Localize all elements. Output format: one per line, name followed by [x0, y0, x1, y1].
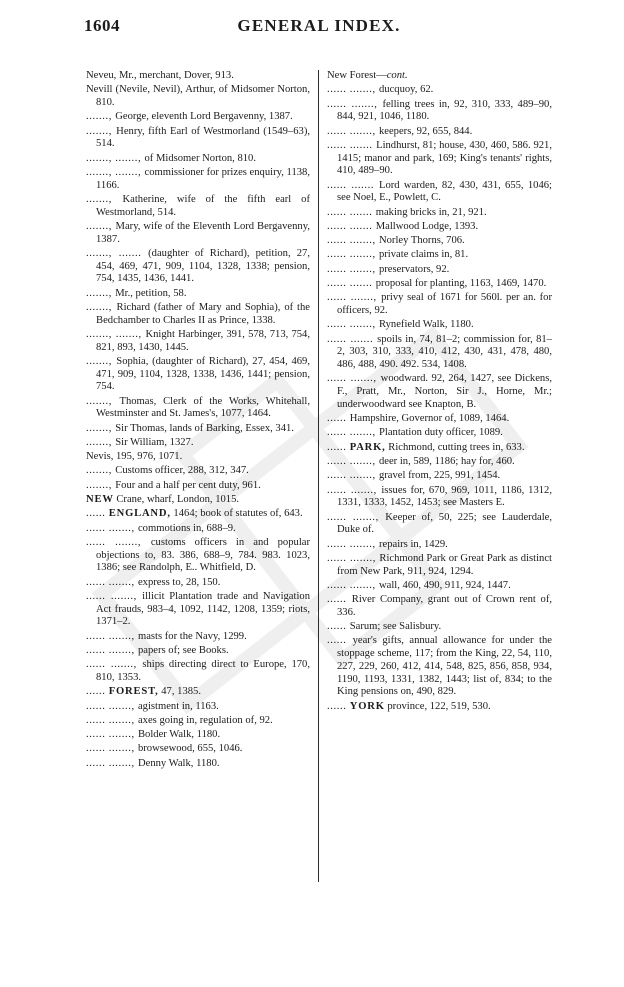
index-entry	[86, 631, 310, 644]
index-entry	[86, 523, 310, 536]
index-entry	[86, 729, 310, 742]
entry-text: Lord warden, 82, 430, 431, 655, 1046; see Noel, E., Powlett, C.	[337, 179, 552, 204]
index-entry	[86, 537, 310, 575]
entry-text: gravel from, 225, 991, 1454.	[378, 470, 501, 482]
entry-text: (daughter of Richard), petition, 27, 454, 469, 471, 909, 1104, 1328, 1338; pension, 754, 1435, 1436, 1441.	[96, 247, 310, 285]
index-entry	[86, 356, 310, 394]
leader-dots: .......,	[86, 436, 116, 448]
leader-dots: ...... .......,	[86, 576, 138, 588]
entry-text: repairs in, 1429.	[378, 538, 448, 550]
leader-dots: ...... .......,	[86, 729, 138, 741]
index-entry	[327, 621, 552, 634]
leader-dots: ...... .......,	[327, 235, 379, 247]
leader-dots: ......	[86, 686, 109, 698]
entry-text: Rynefield Walk, 1180.	[378, 319, 474, 331]
index-entry	[327, 594, 552, 619]
entry-text: Mr., petition, 58.	[115, 287, 187, 299]
entry-text: Crane, wharf, London, 1015.	[113, 494, 240, 506]
index-entry	[86, 288, 310, 301]
leader-dots: .......,	[86, 220, 116, 232]
entry-text: Keeper of, 50, 225; see Lauderdale, Duke of.	[337, 511, 552, 536]
entry-heading: ENGLAND,	[108, 508, 171, 520]
index-entry	[86, 591, 310, 629]
entry-text: papers of; see Books.	[137, 644, 229, 656]
leader-dots: ...... .......,	[327, 484, 382, 496]
column-divider	[318, 70, 319, 882]
entry-text: Mary, wife of the Eleventh Lord Bergavenny, 1387.	[96, 220, 310, 245]
entry-text: Bolder Walk, 1180.	[137, 729, 221, 741]
page-number: 1604	[84, 16, 120, 35]
index-entry	[86, 577, 310, 590]
entry-text: New Forest—	[327, 70, 387, 81]
leader-dots: .......,	[86, 111, 116, 123]
entry-text: ducquoy, 62.	[378, 84, 434, 96]
entry-text: Sophia, (daughter of Richard), 27, 454, 469, 471, 909, 1104, 1328, 1338, 1436, 1441; pension, 754.	[96, 355, 310, 393]
entry-text: spoils in, 74, 81–2; commission for, 81–2, 303, 310, 333, 410, 412, 430, 431, 478, 480, 486, 488, 490. 492. 534, 1408.	[337, 333, 552, 371]
entry-text: River Company, grant out of Crown rent of, 336.	[337, 594, 553, 618]
leader-dots: ......., .......,	[86, 328, 146, 340]
entry-text: commissioner for prizes enquiry, 1138, 1166.	[96, 166, 310, 191]
leader-dots: ...... .......,	[86, 757, 138, 769]
leader-dots: ...... .......,	[327, 552, 380, 564]
leader-dots: ...... .......,	[327, 373, 381, 385]
index-entry	[327, 264, 552, 277]
index-entry	[327, 470, 552, 483]
index-entry	[86, 111, 310, 124]
index-entry	[86, 302, 310, 327]
index-entry	[327, 319, 552, 332]
index-entry	[327, 427, 552, 440]
index-entry	[327, 180, 552, 205]
leader-dots: ...... .......,	[327, 125, 379, 137]
entry-text: Katherine, wife of the fifth earl of Westmorland, 514.	[96, 193, 310, 218]
entry-text: Thomas, Clerk of the Works, Whitehall, Westminster and St. James's, 1077, 1464.	[96, 395, 310, 420]
leader-dots: .......,	[86, 422, 116, 434]
index-entry	[86, 329, 310, 354]
entry-text: wall, 460, 490, 911, 924, 1447.	[378, 579, 511, 591]
entry-text: making bricks in, 21, 921.	[375, 206, 487, 218]
index-entry	[327, 126, 552, 139]
entry-text: Sir William, 1327.	[115, 436, 194, 448]
leader-dots: ......	[86, 508, 109, 520]
index-entry	[327, 235, 552, 248]
index-entry	[327, 221, 552, 234]
index-entry	[327, 442, 552, 455]
entry-text: province, 122, 519, 530.	[384, 700, 491, 712]
leader-dots: ...... .......,	[327, 511, 386, 523]
entry-text: Four and a half per cent duty, 961.	[115, 479, 261, 491]
index-entry	[86, 126, 310, 151]
index-entry	[86, 480, 310, 493]
entry-text: Knight Harbinger, 391, 578, 713, 754, 821, 893, 1430, 1445.	[96, 328, 310, 353]
leader-dots: ...... .......	[327, 206, 376, 218]
entry-text: Mallwood Lodge, 1393.	[375, 220, 479, 232]
entry-text: Plantation duty officer, 1089.	[378, 427, 503, 439]
leader-dots: .......,	[86, 465, 116, 477]
entry-text: woodward. 92, 264, 1427, see Dickens, F., Pratt, Mr., Norton, Sir J., Horne, Mr.; underwoodward see Knapton, B.	[337, 373, 552, 410]
index-entry	[327, 539, 552, 552]
leader-dots: ...... .......,	[327, 263, 379, 275]
leader-dots: ...... .......,	[327, 319, 379, 331]
index-entry	[86, 437, 310, 450]
index-entry	[327, 413, 552, 426]
index-entry	[86, 494, 310, 507]
index-entry	[327, 207, 552, 220]
index-entry	[86, 451, 310, 464]
index-entry	[327, 278, 552, 291]
leader-dots: ...... .......,	[327, 470, 379, 482]
leader-dots: ...... .......,	[86, 644, 138, 656]
index-entry	[86, 248, 310, 286]
leader-dots: ...... .......,	[86, 714, 138, 726]
entry-text: 47, 1385.	[158, 686, 201, 698]
leader-dots: ......., .......,	[86, 166, 145, 178]
index-entry	[327, 485, 552, 510]
entry-text: Denny Walk, 1180.	[137, 757, 220, 769]
entry-text: Nevis, 195, 976, 1071.	[86, 451, 183, 463]
leader-dots: ......	[327, 441, 350, 453]
index-entry	[327, 334, 552, 372]
index-entry	[327, 512, 552, 537]
entry-heading: PARK,	[349, 441, 386, 453]
leader-dots: .......,	[86, 479, 116, 491]
left-column	[86, 70, 310, 772]
index-entry	[327, 99, 552, 124]
leader-dots: ...... .......	[327, 179, 379, 191]
entry-text: Norley Thorns, 706.	[378, 235, 465, 247]
leader-dots: .......,	[86, 287, 116, 299]
index-entry	[327, 292, 552, 317]
entry-text: of Midsomer Norton, 810.	[144, 152, 257, 164]
entry-text: axes going in, regulation of, 92.	[137, 714, 273, 726]
leader-dots: ......	[327, 413, 350, 425]
entry-text: Richard (father of Mary and Sophia), of the Bedchamber to Charles II as Prince, 1338.	[96, 301, 310, 326]
leader-dots: .......,	[86, 301, 117, 313]
index-entry	[327, 70, 552, 83]
entry-text: illicit Plantation trade and Navigation Act frauds, 983–4, 1092, 1142, 1208, 1359; riots, 1371–2.	[96, 590, 310, 628]
index-entry	[86, 715, 310, 728]
index-entry	[86, 743, 310, 756]
leader-dots: ...... .......,	[327, 98, 383, 110]
leader-dots: ...... .......,	[327, 292, 382, 304]
index-entry	[327, 84, 552, 97]
leader-dots: ...... .......,	[327, 427, 379, 439]
entry-text: browsewood, 655, 1046.	[137, 743, 243, 755]
page-header	[84, 16, 554, 42]
entry-text: Customs officer, 288, 312, 347.	[115, 465, 249, 477]
leader-dots: ...... .......,	[86, 630, 138, 642]
leader-dots: ...... .......,	[86, 590, 143, 602]
leader-dots: .......,	[86, 125, 117, 137]
entry-text: Hampshire, Governor of, 1089, 1464.	[349, 413, 510, 425]
index-entry	[327, 635, 552, 699]
index-entry	[86, 167, 310, 192]
index-entry	[86, 221, 310, 246]
index-entry	[327, 553, 552, 578]
entry-continued: cont.	[386, 70, 408, 81]
entry-text: George, eleventh Lord Bergavenny, 1387.	[115, 111, 293, 123]
leader-dots: ......., .......,	[86, 152, 145, 164]
index-entry	[327, 456, 552, 469]
entry-text: privy seal of 1671 for 560l. per an. for officers, 92.	[337, 292, 552, 317]
entry-text: agistment in, 1163.	[137, 700, 219, 712]
leader-dots: ...... .......	[327, 220, 376, 232]
leader-dots: ...... .......	[327, 139, 377, 151]
entry-heading: NEW	[86, 494, 114, 506]
leader-dots: ...... .......,	[86, 522, 138, 534]
leader-dots: ...... .......	[327, 278, 376, 290]
index-entry	[86, 396, 310, 421]
leader-dots: ...... .......,	[327, 579, 379, 591]
leader-dots: ...... .......,	[327, 538, 379, 550]
entry-heading: YORK	[349, 700, 385, 712]
leader-dots: ......	[327, 700, 350, 712]
entry-text: customs officers in and popular objections to, 83. 386, 688–9, 784. 983. 1023, 1386; see Randolph, E.. Whitfield, D.	[96, 536, 310, 574]
entry-text: ships directing direct to Europe, 170, 810, 1353.	[96, 659, 310, 683]
leader-dots: ...... .......,	[327, 249, 379, 261]
leader-dots: ......	[327, 621, 350, 633]
entry-text: commotions in, 688–9.	[137, 522, 236, 534]
entry-text: deer in, 589, 1186; hay for, 460.	[378, 455, 515, 467]
entry-text: Richmond Park or Great Park as distinct from New Park, 911, 924, 1294.	[337, 552, 552, 577]
index-entry	[327, 580, 552, 593]
index-entry	[327, 140, 552, 178]
right-column	[327, 70, 552, 715]
entry-text: felling trees in, 92, 310, 333, 489–90, 844, 921, 1046, 1180.	[337, 98, 552, 123]
index-entry	[86, 465, 310, 478]
leader-dots: ...... .......,	[86, 659, 143, 671]
entry-text: 1464; book of statutes of, 643.	[170, 508, 303, 520]
entry-text: Neveu, Mr., merchant, Dover, 913.	[86, 70, 234, 81]
leader-dots: ......	[327, 594, 352, 606]
leader-dots: ...... .......,	[327, 455, 379, 467]
leader-dots: ...... .......,	[86, 536, 151, 548]
leader-dots: .......,	[86, 193, 123, 205]
index-entry	[86, 758, 310, 771]
page-title: GENERAL INDEX.	[237, 16, 401, 35]
leader-dots: ...... .......	[327, 333, 378, 345]
leader-dots: .......,	[86, 395, 120, 407]
index-entry	[86, 70, 310, 83]
entry-text: keepers, 92, 655, 844.	[378, 125, 473, 137]
index-entry	[86, 423, 310, 436]
index-entry	[86, 659, 310, 684]
leader-dots: ...... .......,	[86, 743, 138, 755]
index-entry	[327, 701, 552, 714]
entry-text: express to, 28, 150.	[137, 576, 221, 588]
index-entry	[86, 686, 310, 699]
entry-text: Nevill (Nevile, Nevil), Arthur, of Midsomer Norton, 810.	[86, 84, 310, 108]
entry-text: masts for the Navy, 1299.	[137, 630, 247, 642]
entry-text: Sarum; see Salisbury.	[349, 621, 442, 633]
index-entry	[86, 508, 310, 521]
entry-text: Richmond, cutting trees in, 633.	[385, 441, 525, 453]
index-entry	[327, 249, 552, 262]
index-entry	[327, 373, 552, 411]
entry-heading: FOREST,	[108, 686, 159, 698]
index-entry	[86, 194, 310, 219]
entry-text: issues for, 670, 969, 1011, 1186, 1312, 1331, 1333, 1452, 1453; see Masters E.	[337, 484, 552, 509]
entry-text: year's gifts, annual allowance for under the stoppage scheme, 117; from the King, 22, 54, 110, 227, 229, 260, 412, 414, 548, 825, 856, 858, 934, 1190, 1193, 1331, 1382, 1443; list of, 834; to the King pensions on, 490, 829.	[337, 635, 552, 698]
index-entry	[86, 84, 310, 109]
leader-dots: ...... .......,	[86, 700, 138, 712]
leader-dots: ......	[327, 635, 353, 647]
entry-text: preservators, 92.	[378, 263, 450, 275]
entry-text: private claims in, 81.	[378, 249, 469, 261]
leader-dots: .......,	[86, 355, 117, 367]
entry-text: Henry, fifth Earl of Westmorland (1549–63), 514.	[96, 125, 310, 150]
index-entry	[86, 645, 310, 658]
entry-text: Lindhurst, 81; house, 430, 460, 586. 921, 1415; manor and park, 169; King's tenants' rights, 410, 489–90.	[337, 139, 552, 177]
entry-text: proposal for planting, 1163, 1469, 1470.	[375, 278, 547, 290]
index-entry	[86, 153, 310, 166]
leader-dots: ......., .......	[86, 247, 149, 259]
leader-dots: ...... .......,	[327, 84, 379, 96]
index-entry	[86, 701, 310, 714]
entry-text: Sir Thomas, lands of Barking, Essex, 341.	[115, 422, 294, 434]
